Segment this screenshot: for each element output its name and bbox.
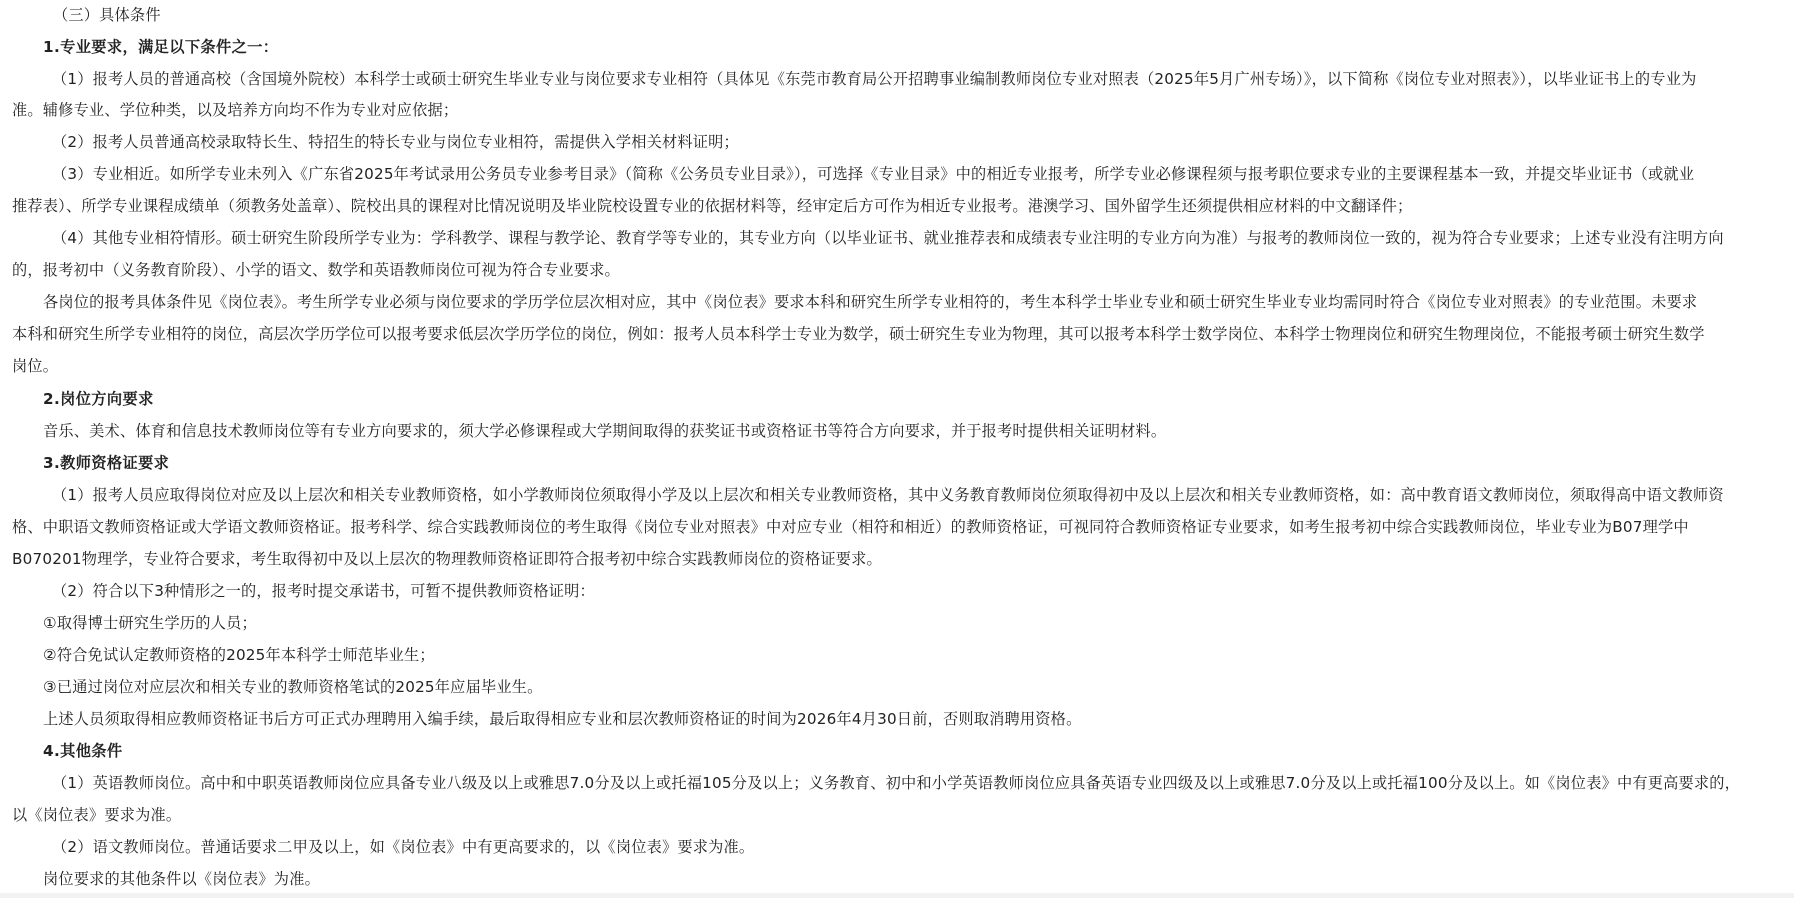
s3-p3: 上述人员须取得相应教师资格证书后方可正式办理聘用入编手续，最后取得相应专业和层次教师资格证的时间为2026年4月30日前，否则取消聘用资格。: [43, 710, 1082, 728]
s4-p1-line2: 以《岗位表》要求为准。: [12, 806, 182, 824]
s1-p5-line1: 各岗位的报考具体条件见《岗位表》。考生所学专业必须与岗位要求的学历学位层次相对应，其中《岗位表》要求本科和研究生所学专业相符的，考生本科学士毕业专业和硕士研究生毕业专业均需同时符合《岗位专业对照表》的专业范围。未要求: [43, 293, 1698, 311]
s2-heading: 2.岗位方向要求: [43, 390, 154, 408]
s4-p2: （2）语文教师岗位。普通话要求二甲及以上，如《岗位表》中有更高要求的，以《岗位表》要求为准。: [52, 838, 755, 856]
s3-item-2: ②符合免试认定教师资格的2025年本科学士师范毕业生；: [43, 646, 435, 664]
s1-p5-line3: 岗位。: [12, 357, 59, 375]
s3-heading: 3.教师资格证要求: [43, 454, 170, 472]
s3-p1-line2: 格、中职语文教师资格证或大学语文教师资格证。报考科学、综合实践教师岗位的考生取得《岗位专业对照表》中对应专业（相符和相近）的教师资格证，可视同符合教师资格证专业要求，如考生报考初中综合实践教师岗位，毕业专业为B07理学中: [12, 518, 1689, 536]
s4-p1-line1: （1）英语教师岗位。高中和中职英语教师岗位应具备专业八级及以上或雅思7.0分及以上或托福105分及以上；义务教育、初中和小学英语教师岗位应具备英语专业四级及以上或雅思7.0分及以上或托福100分及以上。如《岗位表》中有更高要求的，: [52, 774, 1741, 792]
s1-p3-line1: （3）专业相近。如所学专业未列入《广东省2025年考试录用公务员专业参考目录》（简称《公务员专业目录》），可选择《专业目录》中的相近专业报考，所学专业必修课程须与报考职位要求专业的主要课程基本一致，并提交毕业证书（或就业: [52, 165, 1695, 183]
s3-p1-line3: B070201物理学，专业符合要求，考生取得初中及以上层次的物理教师资格证即符合报考初中综合实践教师岗位的资格证要求。: [12, 550, 882, 568]
s1-heading: 1.专业要求，满足以下条件之一：: [43, 38, 279, 56]
s2-p1: 音乐、美术、体育和信息技术教师岗位等有专业方向要求的，须大学必修课程或大学期间取得的获奖证书或资格证书等符合方向要求，并于报考时提供相关证明材料。: [43, 422, 1167, 440]
s1-p4-line1: （4）其他专业相符情形。硕士研究生阶段所学专业为：学科教学、课程与教学论、教育学等专业的，其专业方向（以毕业证书、就业推荐表和成绩表专业注明的专业方向为准）与报考的教师岗位一致的，视为符合专业要求；上述专业没有注明方向: [52, 229, 1724, 247]
s1-p2: （2）报考人员普通高校录取特长生、特招生的特长专业与岗位专业相符，需提供入学相关材料证明；: [52, 133, 739, 151]
bottom-divider: [0, 893, 1794, 898]
s4-heading: 4.其他条件: [43, 742, 123, 760]
s1-p1-line1: （1）报考人员的普通高校（含国境外院校）本科学士或硕士研究生毕业专业与岗位要求专业相符（具体见《东莞市教育局公开招聘事业编制教师岗位专业对照表（2025年5月广州专场）》，以下简称《岗位专业对照表》），以毕业证书上的专业为: [52, 70, 1697, 88]
s3-item-3: ③已通过岗位对应层次和相关专业的教师资格笔试的2025年应届毕业生。: [43, 678, 543, 696]
s3-p2: （2）符合以下3种情形之一的，报考时提交承诺书，可暂不提供教师资格证明：: [52, 582, 595, 600]
s4-p3: 岗位要求的其他条件以《岗位表》为准。: [43, 870, 320, 888]
s1-p3-line2: 推荐表）、所学专业课程成绩单（须教务处盖章）、院校出具的课程对比情况说明及毕业院校设置专业的依据材料等，经审定后方可作为相近专业报考。港澳学习、国外留学生还须提供相应材料的中文翻译件；: [12, 197, 1413, 215]
s1-p1-line2: 准。辅修专业、学位种类，以及培养方向均不作为专业对应依据；: [12, 101, 459, 119]
section-heading: （三）具体条件: [53, 6, 161, 24]
s3-p1-line1: （1）报考人员应取得岗位对应及以上层次和相关专业教师资格，如小学教师岗位须取得小学及以上层次和相关专业教师资格，其中义务教育教师岗位须取得初中及以上层次和相关专业教师资格，如：高中教育语文教师岗位，须取得高中语文教师资: [52, 486, 1724, 504]
s3-item-1: ①取得博士研究生学历的人员；: [43, 614, 257, 632]
s1-p4-line2: 的，报考初中（义务教育阶段）、小学的语文、数学和英语教师岗位可视为符合专业要求。: [12, 261, 620, 279]
s1-p5-line2: 本科和研究生所学专业相符的岗位，高层次学历学位可以报考要求低层次学历学位的岗位，例如：报考人员本科学士专业为数学，硕士研究生专业为物理，其可以报考本科学士数学岗位、本科学士物理岗位和研究生物理岗位，不能报考硕士研究生数学: [12, 325, 1705, 343]
